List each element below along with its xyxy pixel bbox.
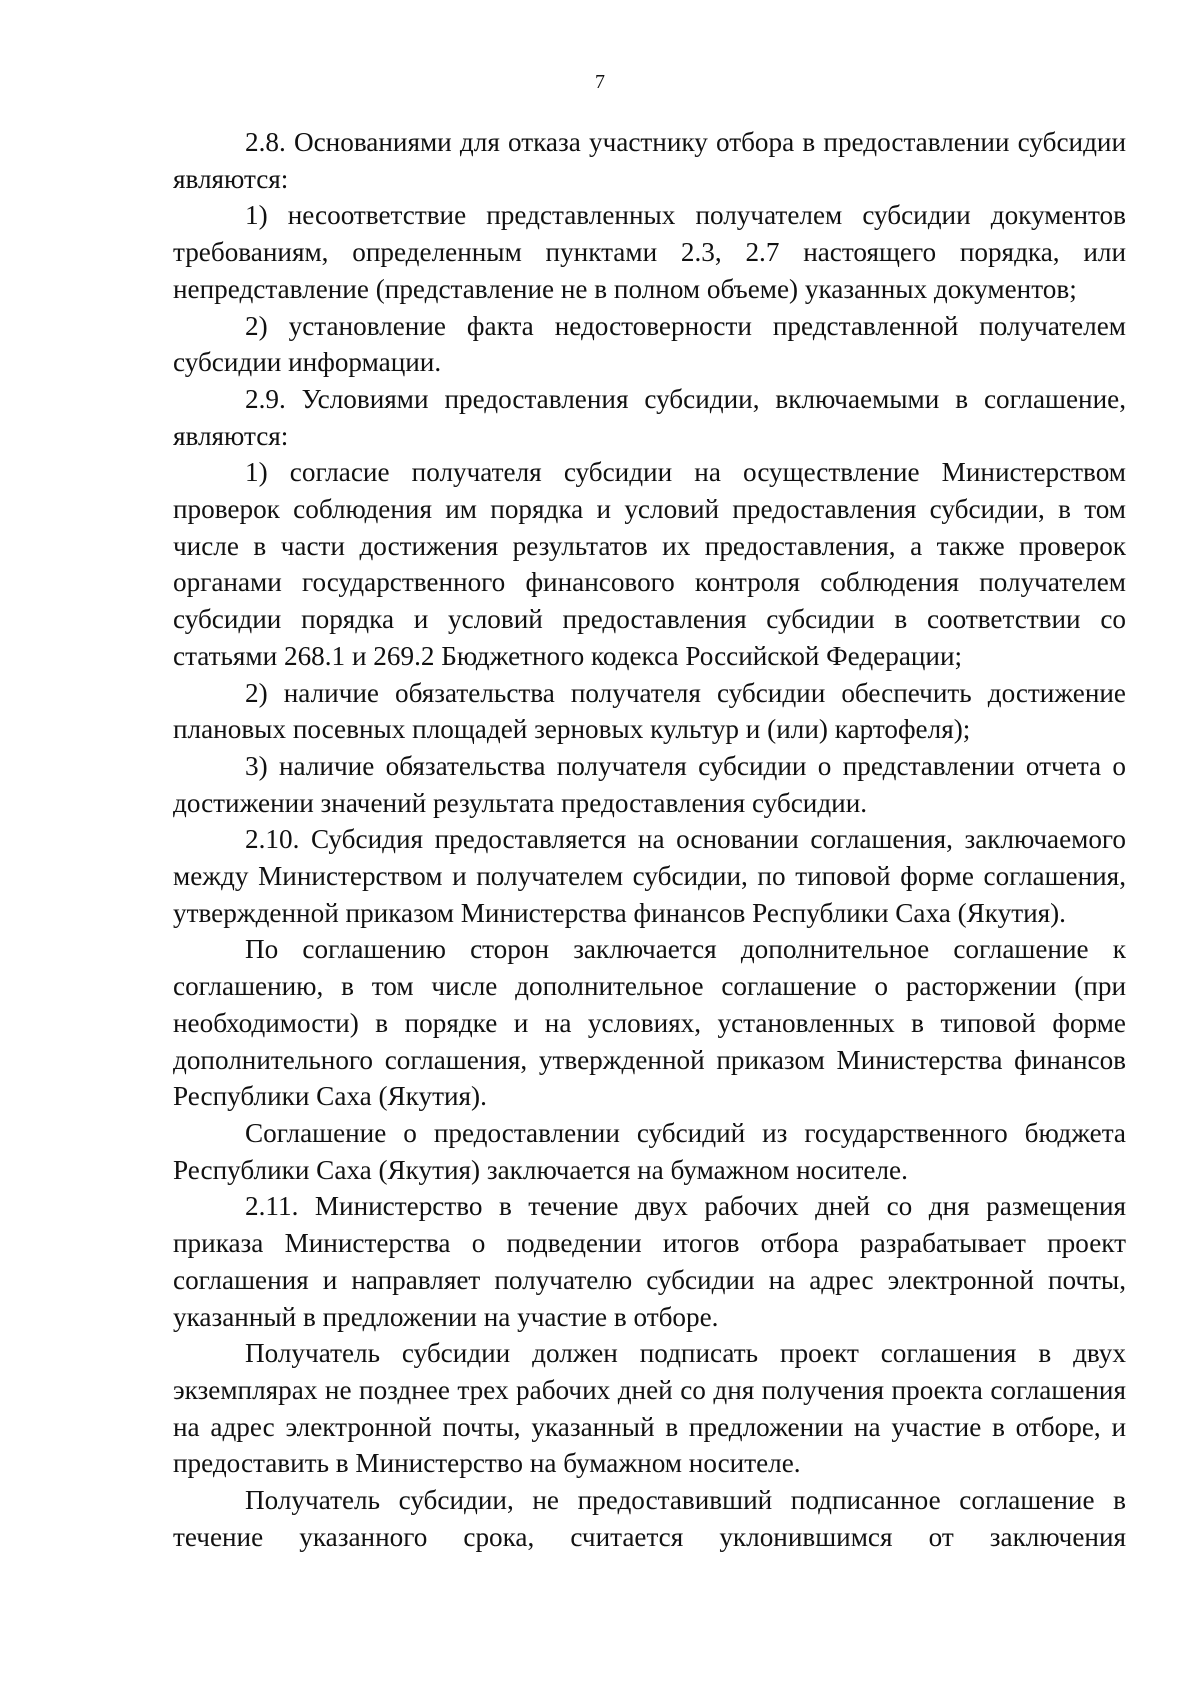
paragraph-2-9: 2.9. Условиями предоставления субсидии, включаемыми в соглашение, являются:	[173, 383, 1126, 451]
paragraph-evasion: Получатель субсидии, не предоставивший подписанное соглашение в течение указанного срока, считается уклонившимся от заключения	[173, 1485, 1126, 1552]
paragraph-2-8-item-2: 2) установление факта недостоверности представленной получателем субсидии информации.	[173, 310, 1126, 378]
paragraph-2-8: 2.8. Основаниями для отказа участнику отбора в предоставлении субсидии являются:	[173, 127, 1126, 194]
paragraph-sign-deadline: Получатель субсидии должен подписать проект соглашения в двух экземплярах не позднее трех рабочих дней со дня получения проекта соглашения на адрес электронной почты, указанный в предложении на участие в отборе, и предоставить в Министерство на бумажном носителе.	[173, 1338, 1126, 1479]
paragraph-paper-agreement: Соглашение о предоставлении субсидий из государственного бюджета Республики Саха (Якутия) заключается на бумажном носителе.	[173, 1117, 1126, 1185]
paragraph-2-9-item-3: 3) наличие обязательства получателя субсидии о представлении отчета о достижении значений результата предоставления субсидии.	[173, 750, 1126, 818]
paragraph-additional-agreement: По соглашению сторон заключается дополнительное соглашение к соглашению, в том числе дополнительное соглашение о расторжении (при необходимости) в порядке и на условиях, установленных в типовой форме дополнительного соглашения, утвержденной приказом Министерства финансов Республики Саха (Якутия).	[173, 934, 1126, 1112]
paragraph-2-9-item-2: 2) наличие обязательства получателя субсидии обеспечить достижение плановых посевных площадей зерновых культур и (или) картофеля);	[173, 677, 1126, 745]
page-number: 7	[595, 71, 605, 93]
paragraph-2-9-item-1: 1) согласие получателя субсидии на осуществление Министерством проверок соблюдения им порядка и условий предоставления субсидии, в том числе в части достижения результатов их предоставления, а также проверок органами государственного финансового контроля соблюдения получателем субсидии порядка и условий предоставления субсидии в соответствии со статьями 268.1 и 269.2 Бюджетного кодекса Российской Федерации;	[173, 457, 1126, 671]
paragraph-2-11: 2.11. Министерство в течение двух рабочих дней со дня размещения приказа Министерства о подведении итогов отбора разрабатывает проект соглашения и направляет получателю субсидии на адрес электронной почты, указанный в предложении на участие в отборе.	[173, 1191, 1126, 1332]
document-body	[173, 124, 1126, 1555]
paragraph-2-8-item-1: 1) несоответствие представленных получателем субсидии документов требованиям, определенным пунктами 2.3, 2.7 настоящего порядка, или непредставление (представление не в полном объеме) указанных документов;	[173, 200, 1126, 304]
paragraph-2-10: 2.10. Субсидия предоставляется на основании соглашения, заключаемого между Министерством и получателем субсидии, по типовой форме соглашения, утвержденной приказом Министерства финансов Республики Саха (Якутия).	[173, 824, 1126, 928]
